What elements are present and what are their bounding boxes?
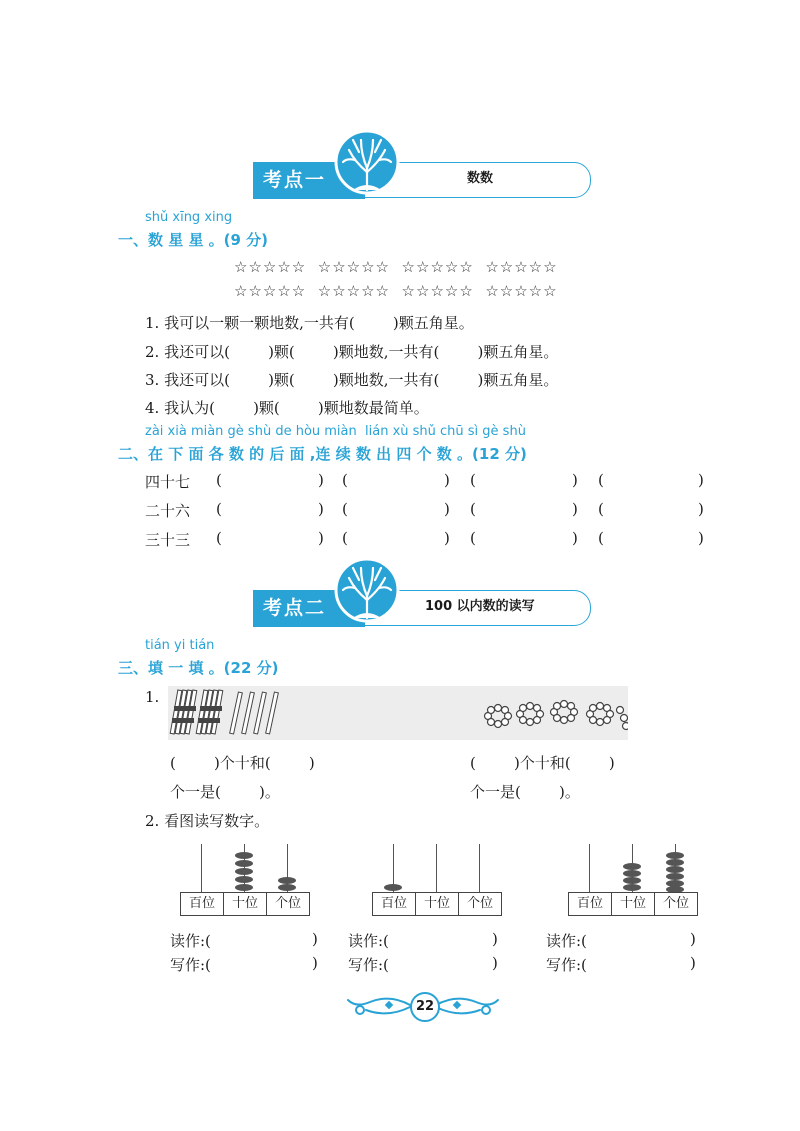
page-number: 22 [410, 992, 440, 1022]
page-footer [340, 988, 506, 1022]
write-label: 写作:( [170, 956, 211, 974]
ones-label: 个位 [662, 896, 689, 911]
hundreds-label: 百位 [569, 893, 612, 915]
place-value-labels [372, 892, 502, 916]
q3-item-2: 2. 看图读写数字。 [145, 812, 270, 830]
abacus-2 [372, 844, 502, 924]
star-row-2: ☆☆☆☆☆ ☆☆☆☆☆ ☆☆☆☆☆ ☆☆☆☆☆ [234, 282, 558, 300]
tens-label: 十位 [612, 893, 655, 915]
abacus-1 [180, 844, 310, 924]
star-row-1: ☆☆☆☆☆ ☆☆☆☆☆ ☆☆☆☆☆ ☆☆☆☆☆ [234, 258, 558, 276]
section-banner-1 [253, 128, 591, 210]
q2-row-label: 三十三 [145, 531, 191, 549]
write-label: 写作:( [546, 956, 587, 974]
tens-label: 十位 [224, 893, 267, 915]
q3-right-line-1: ( )个十和( ) [470, 754, 615, 772]
close-paren: ) [492, 930, 498, 948]
q1-item-4: 4. 我认为( )颗( )颗地数最简单。 [145, 399, 429, 417]
q3-left-line-2: 个一是( )。 [170, 783, 280, 801]
close-paren: ) [312, 930, 318, 948]
tens-label: 十位 [416, 893, 459, 915]
banner-badge: 考点一 [253, 162, 365, 199]
banner-title: 100 以内数的读写 [425, 599, 535, 614]
ones-label: 个位 [274, 896, 301, 911]
q2-row-label: 四十七 [145, 473, 191, 491]
q3-item1-label: 1. [145, 688, 160, 706]
q1-item-1: 1. 我可以一颗一颗地数,一共有( )颗五角星。 [145, 314, 474, 332]
q2-row-label: 二十六 [145, 502, 191, 520]
q3-pinyin: tián yi tián [145, 638, 215, 653]
section-banner-2 [253, 556, 591, 638]
close-paren: ) [690, 930, 696, 948]
q3-heading: 三、填 一 填 。(22 分) [118, 659, 279, 677]
place-value-labels [180, 892, 310, 916]
read-label: 读作:( [546, 932, 587, 950]
q2-pinyin: zài xià miàn gè shù de hòu miàn lián xù shǔ chū sì gè shù [145, 424, 526, 439]
close-paren: ) [312, 954, 318, 972]
q1-item-2: 2. 我还可以( )颗( )颗地数,一共有( )颗五角星。 [145, 343, 559, 361]
close-paren: ) [690, 954, 696, 972]
read-label: 读作:( [348, 932, 389, 950]
q2-heading: 二、在 下 面 各 数 的 后 面 ,连 续 数 出 四 个 数 。(12 分) [118, 445, 527, 463]
abacus-3 [568, 844, 698, 924]
q1-heading: 一、数 星 星 。(9 分) [118, 231, 269, 249]
hundreds-label: 百位 [373, 893, 416, 915]
hundreds-label: 百位 [181, 893, 224, 915]
banner-badge: 考点二 [253, 590, 365, 627]
read-label: 读作:( [170, 932, 211, 950]
counting-sticks-illustration [168, 686, 628, 740]
q1-pinyin: shǔ xīng xing [145, 210, 233, 225]
tree-icon [333, 556, 401, 628]
tree-icon [333, 128, 401, 200]
q1-item-3: 3. 我还可以( )颗( )颗地数,一共有( )颗五角星。 [145, 371, 559, 389]
q3-left-line-1: ( )个十和( ) [170, 754, 315, 772]
q3-right-line-2: 个一是( )。 [470, 783, 580, 801]
ones-label: 个位 [466, 896, 493, 911]
place-value-labels [568, 892, 698, 916]
write-label: 写作:( [348, 956, 389, 974]
close-paren: ) [492, 954, 498, 972]
banner-title: 数数 [467, 171, 494, 186]
